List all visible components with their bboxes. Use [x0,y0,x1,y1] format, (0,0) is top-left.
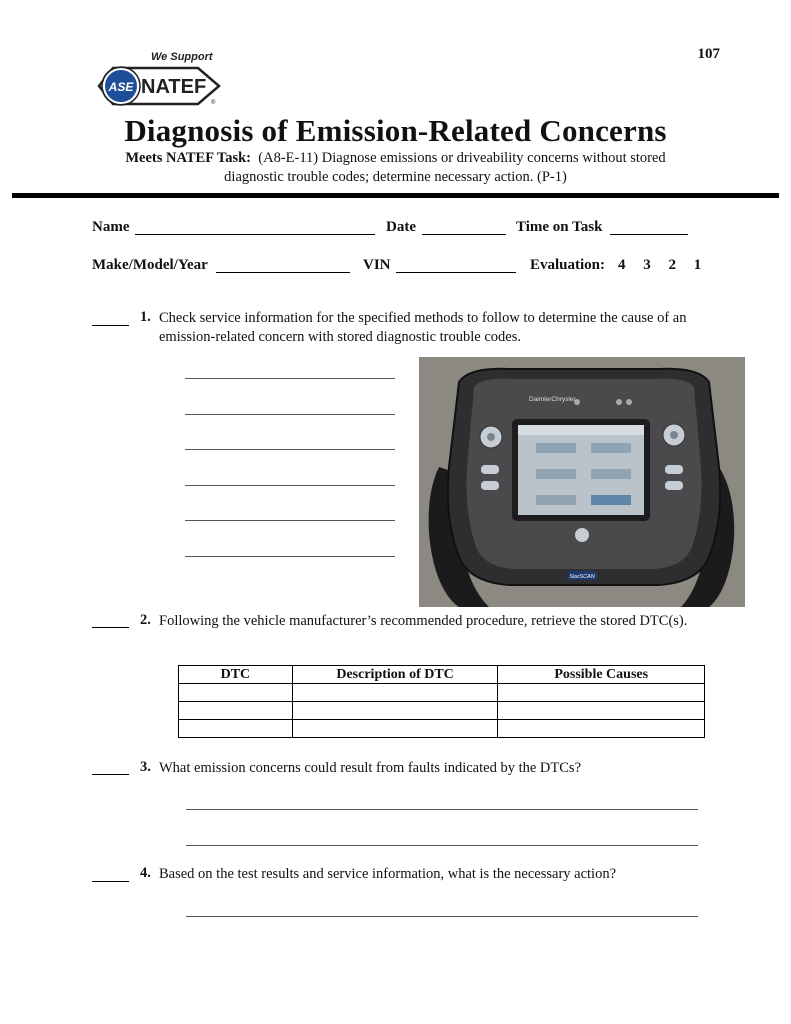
logo-badge-text: ASE [108,80,134,94]
possible-causes-header: Possible Causes [498,666,705,684]
answer-line[interactable] [185,378,395,379]
scan-tool-photo [419,357,745,607]
dtc-table-header [179,666,705,684]
table-cell[interactable] [498,684,705,702]
logo-top-text: We Support [151,51,213,63]
q4-check-blank[interactable] [92,880,129,882]
score-2[interactable]: 2 [668,257,676,273]
date-field[interactable] [422,220,506,235]
q1-check-blank[interactable] [92,324,129,326]
dtc-header: DTC [179,666,293,684]
vin-label: VIN [363,257,391,273]
q2-text: Following the vehicle manufacturer’s recommended procedure, retrieve the stored DTC(s). [159,613,688,629]
table-cell[interactable] [498,720,705,738]
photo-brand: DaimlerChrysler [529,396,576,403]
name-label: Name [92,219,130,235]
q4-number: 4. [140,865,151,881]
q2-check-blank[interactable] [92,626,129,628]
q4-text: Based on the test results and service information, what is the necessary action? [159,866,617,882]
q3-text: What emission concerns could result from faults indicated by the DTCs? [159,760,582,776]
svg-text:®: ® [211,100,216,106]
answer-line[interactable] [185,449,395,450]
header-divider [12,193,779,198]
q1-number: 1. [140,309,151,325]
time-on-task-label: Time on Task [516,219,603,235]
description-header: Description of DTC [292,666,498,684]
answer-line[interactable] [186,916,698,917]
make-model-year-label: Make/Model/Year [92,257,208,273]
q1-text: Check service information for the specified methods to follow to determine the cause of an emission-related concern with stored diagnostic trouble codes. [159,310,687,345]
table-cell[interactable] [179,720,293,738]
q3-number: 3. [140,759,151,775]
name-field[interactable] [135,220,375,235]
date-label: Date [386,219,416,235]
table-cell[interactable] [179,702,293,720]
evaluation-label: Evaluation: [530,257,606,273]
score-3[interactable]: 3 [643,257,651,273]
page-title: Diagnosis of Emission-Related Concerns [124,113,667,148]
answer-line[interactable] [185,414,395,415]
time-on-task-field[interactable] [610,220,688,235]
make-model-year-field[interactable] [216,258,350,273]
q3-check-blank[interactable] [92,773,129,775]
score-1[interactable]: 1 [693,257,702,273]
task-description [100,149,691,187]
answer-line[interactable] [185,485,395,486]
table-cell[interactable] [292,684,498,702]
evaluation-scores [604,257,701,274]
page-number: 107 [697,46,720,62]
q2-number: 2. [140,612,151,628]
table-cell[interactable] [498,702,705,720]
answer-line[interactable] [185,520,395,521]
table-row [179,702,705,720]
vin-field[interactable] [396,258,516,273]
score-4[interactable]: 4 [618,257,626,273]
table-cell[interactable] [292,720,498,738]
table-cell[interactable] [292,702,498,720]
table-cell[interactable] [179,684,293,702]
logo-main-text: NATEF [141,76,207,98]
task-text: (A8-E-11) Diagnose emissions or driveability concerns without stored diagnostic trouble codes; determine necessary action. (P-1) [224,150,666,185]
dtc-table [178,665,705,738]
answer-line[interactable] [185,556,395,557]
task-label: Meets NATEF Task: [125,150,252,166]
photo-bottom-label: StarSCAN [569,574,595,580]
table-row [179,720,705,738]
table-row [179,684,705,702]
answer-line[interactable] [186,809,698,810]
natef-logo [93,48,225,106]
answer-line[interactable] [186,845,698,846]
